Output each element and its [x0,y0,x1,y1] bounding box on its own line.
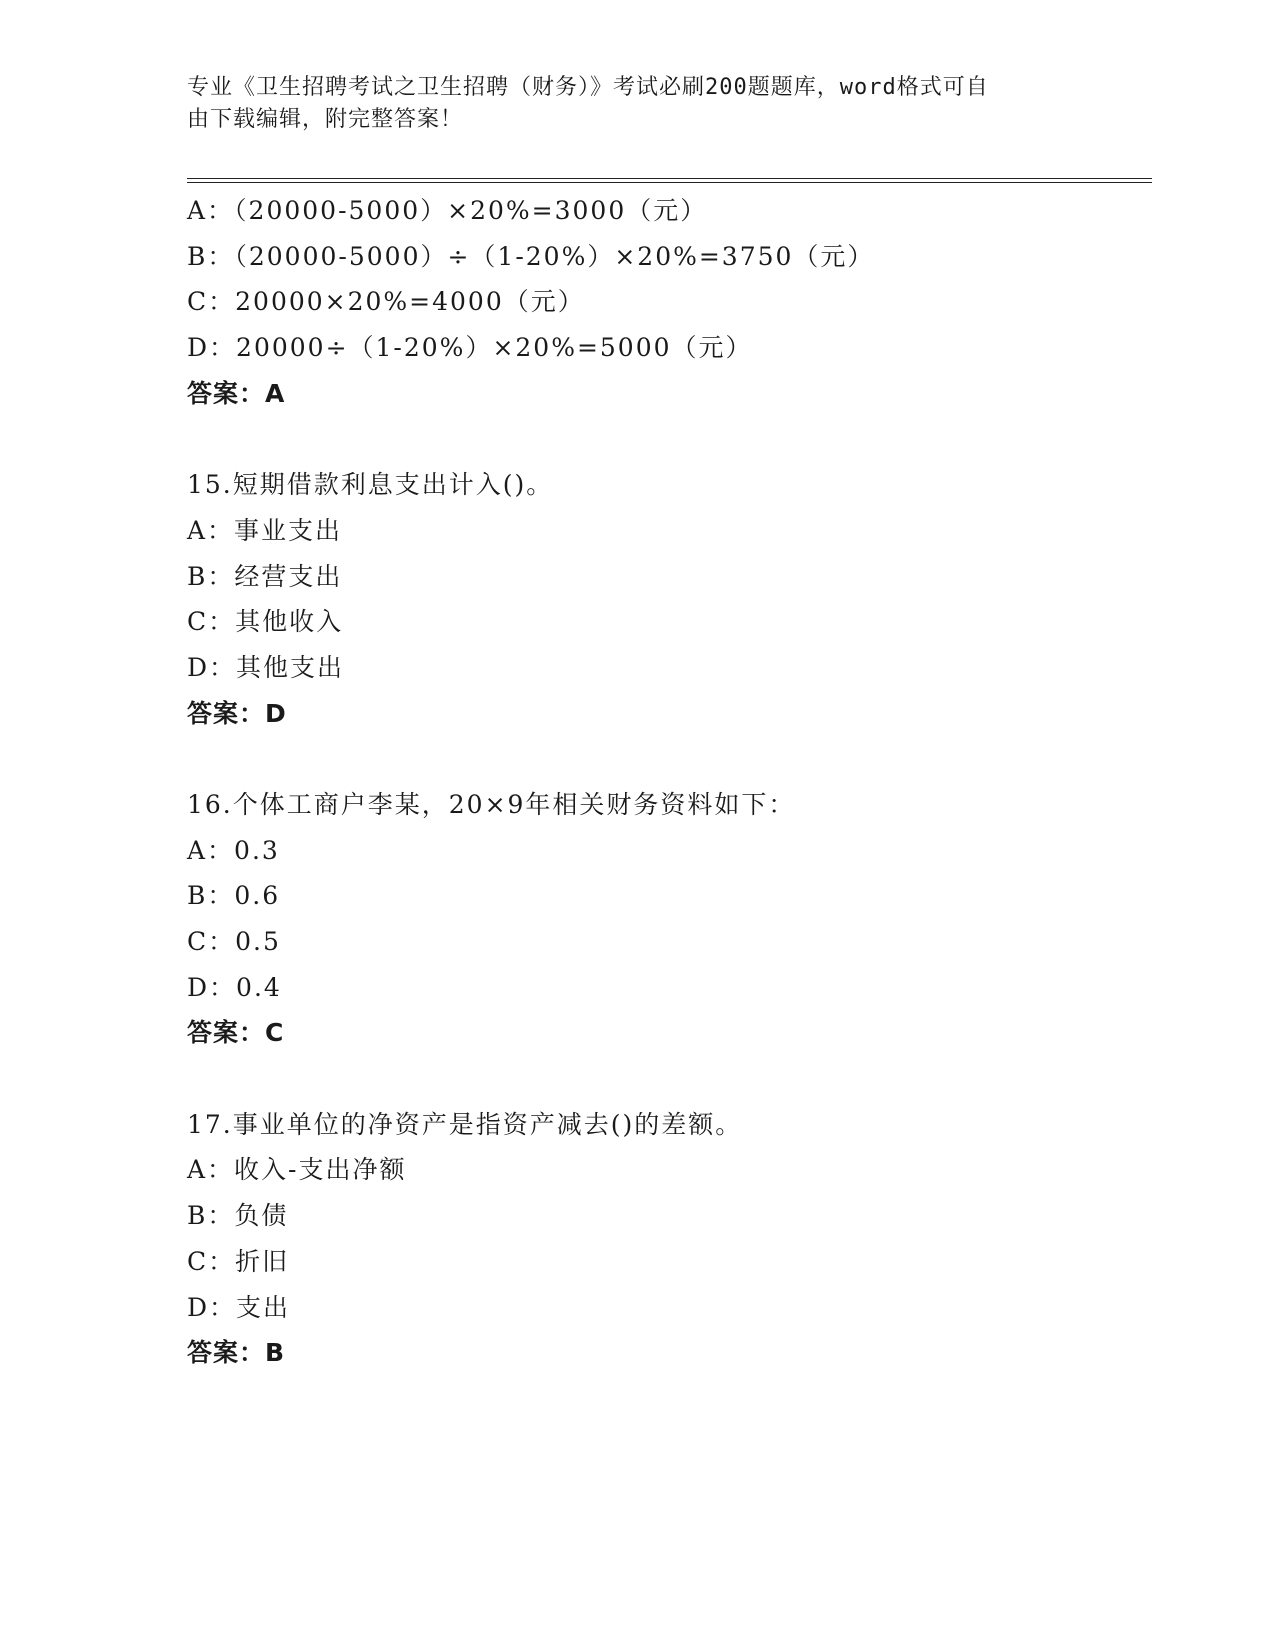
option-c: C：0.5 [187,927,281,956]
option-a: A：事业支出 [187,515,343,545]
spacer [187,1056,1152,1102]
option-b: B：负债 [187,1201,289,1231]
answer: 答案：A [187,378,286,408]
option-b: B：0.6 [187,881,281,911]
question-stem: 16.个体工商户李某，20×9年相关财务资料如下： [187,789,796,819]
header-line-1: 专业《卫生招聘考试之卫生招聘（财务）》考试必刷200题题库，word格式可自 [187,75,989,100]
option-c: C：20000×20%=4000（元） [187,287,585,317]
option-a: A：收入-支出净额 [187,1155,407,1185]
option-b: B：经营支出 [187,561,343,591]
answer: 答案：D [187,698,287,728]
question-stem: 17.事业单位的净资产是指资产减去()的差额。 [187,1109,743,1139]
question-list [187,188,1152,1376]
question-15 [187,462,1152,736]
option-a: A：0.3 [187,835,280,865]
option-b: B：（20000-5000）÷（1-20%）×20%=3750（元） [187,241,875,271]
question-14-options [187,188,1152,416]
option-d: D：20000÷（1-20%）×20%=5000（元） [187,333,753,363]
option-c: C：折旧 [187,1246,290,1276]
question-17 [187,1102,1152,1376]
option-c: C：其他收入 [187,607,344,637]
option-a: A：（20000-5000）×20%=3000（元） [187,196,708,225]
answer: 答案：B [187,1338,286,1368]
spacer [187,416,1152,462]
question-stem: 15.短期借款利息支出计入()。 [187,470,554,500]
header-divider-bottom [187,182,1152,183]
option-d: D：0.4 [187,972,282,1002]
option-d: D：支出 [187,1292,291,1322]
question-16 [187,782,1152,1056]
option-d: D：其他支出 [187,652,345,682]
document-header [187,72,1087,136]
header-line-2: 由下载编辑，附完整答案！ [187,107,464,132]
spacer [187,736,1152,782]
answer: 答案：C [187,1018,285,1048]
header-divider-top [187,178,1152,179]
